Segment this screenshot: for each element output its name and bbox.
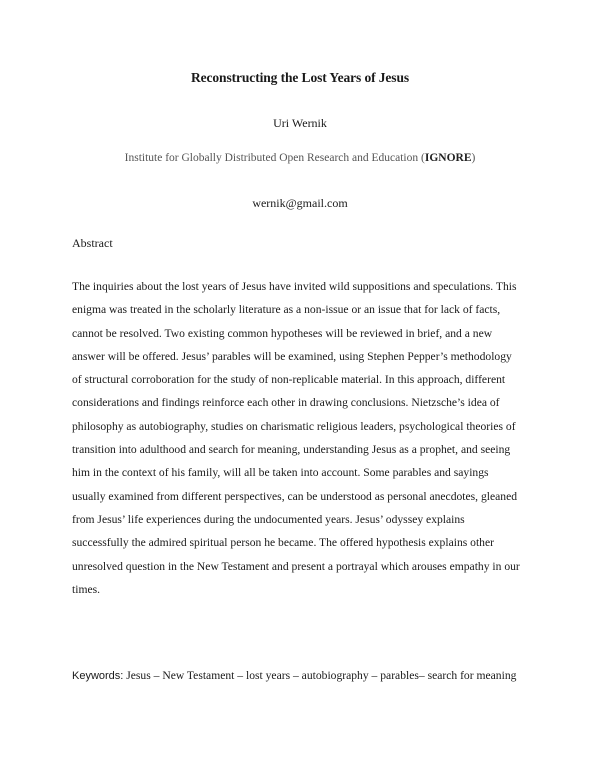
abstract-heading: Abstract — [72, 236, 113, 250]
abstract-line: cannot be resolved. Two existing common hypotheses will be reviewed in brief, and a new — [72, 326, 493, 340]
abstract-line: philosophy as autobiography, studies on charismatic religious leaders, psychological theories of — [72, 419, 516, 433]
abstract-line: usually examined from different perspectives, can be understood as personal anecdotes, gleaned — [72, 489, 518, 503]
abstract-line: enigma was treated in the scholarly literature as a non-issue or an issue that for lack of facts, — [72, 303, 501, 317]
paper-title: Reconstructing the Lost Years of Jesus — [190, 70, 410, 85]
affiliation-acronym: IGNORE — [424, 152, 472, 164]
keywords-label: Keywords: — [72, 670, 124, 682]
abstract-line: unresolved question in the New Testament and present a portrayal which arouses empathy in our — [72, 559, 520, 573]
keywords — [72, 669, 516, 682]
keywords-value: Jesus – New Testament – lost years – autobiography – parables– search for meaning — [123, 669, 517, 682]
author-email: wernik@gmail.com — [252, 196, 348, 210]
affiliation-prefix: Institute for Globally Distributed Open Research and Education ( — [124, 152, 425, 164]
abstract-line: successfully the admired spiritual person he became. The offered hypothesis explains other — [72, 536, 494, 550]
abstract-line: considerations and findings reinforce each other in drawing conclusions. Nietzsche’s idea of — [72, 396, 500, 410]
abstract-line: answer will be offered. Jesus’ parables will be examined, using Stephen Pepper’s methodology — [72, 349, 512, 363]
affiliation-suffix: ) — [471, 152, 476, 164]
abstract-line: times. — [72, 582, 101, 596]
abstract-line: transition into adulthood and search for meaning, understanding Jesus as a prophet, and seeing — [72, 443, 511, 457]
abstract-body — [72, 275, 532, 601]
author-affiliation — [0, 152, 600, 164]
abstract-line: him in the context of his family, will all be taken into account. Some parables and sayings — [72, 466, 489, 480]
author-name: Uri Wernik — [273, 116, 327, 130]
abstract-line: from Jesus’ life experiences during the undocumented years. Jesus’ odyssey explains — [72, 512, 465, 526]
abstract-line: of structural corroboration for the study of non-replicable material. In this approach, different — [72, 373, 506, 387]
abstract-line: The inquiries about the lost years of Jesus have invited wild suppositions and speculations. This — [72, 280, 517, 293]
